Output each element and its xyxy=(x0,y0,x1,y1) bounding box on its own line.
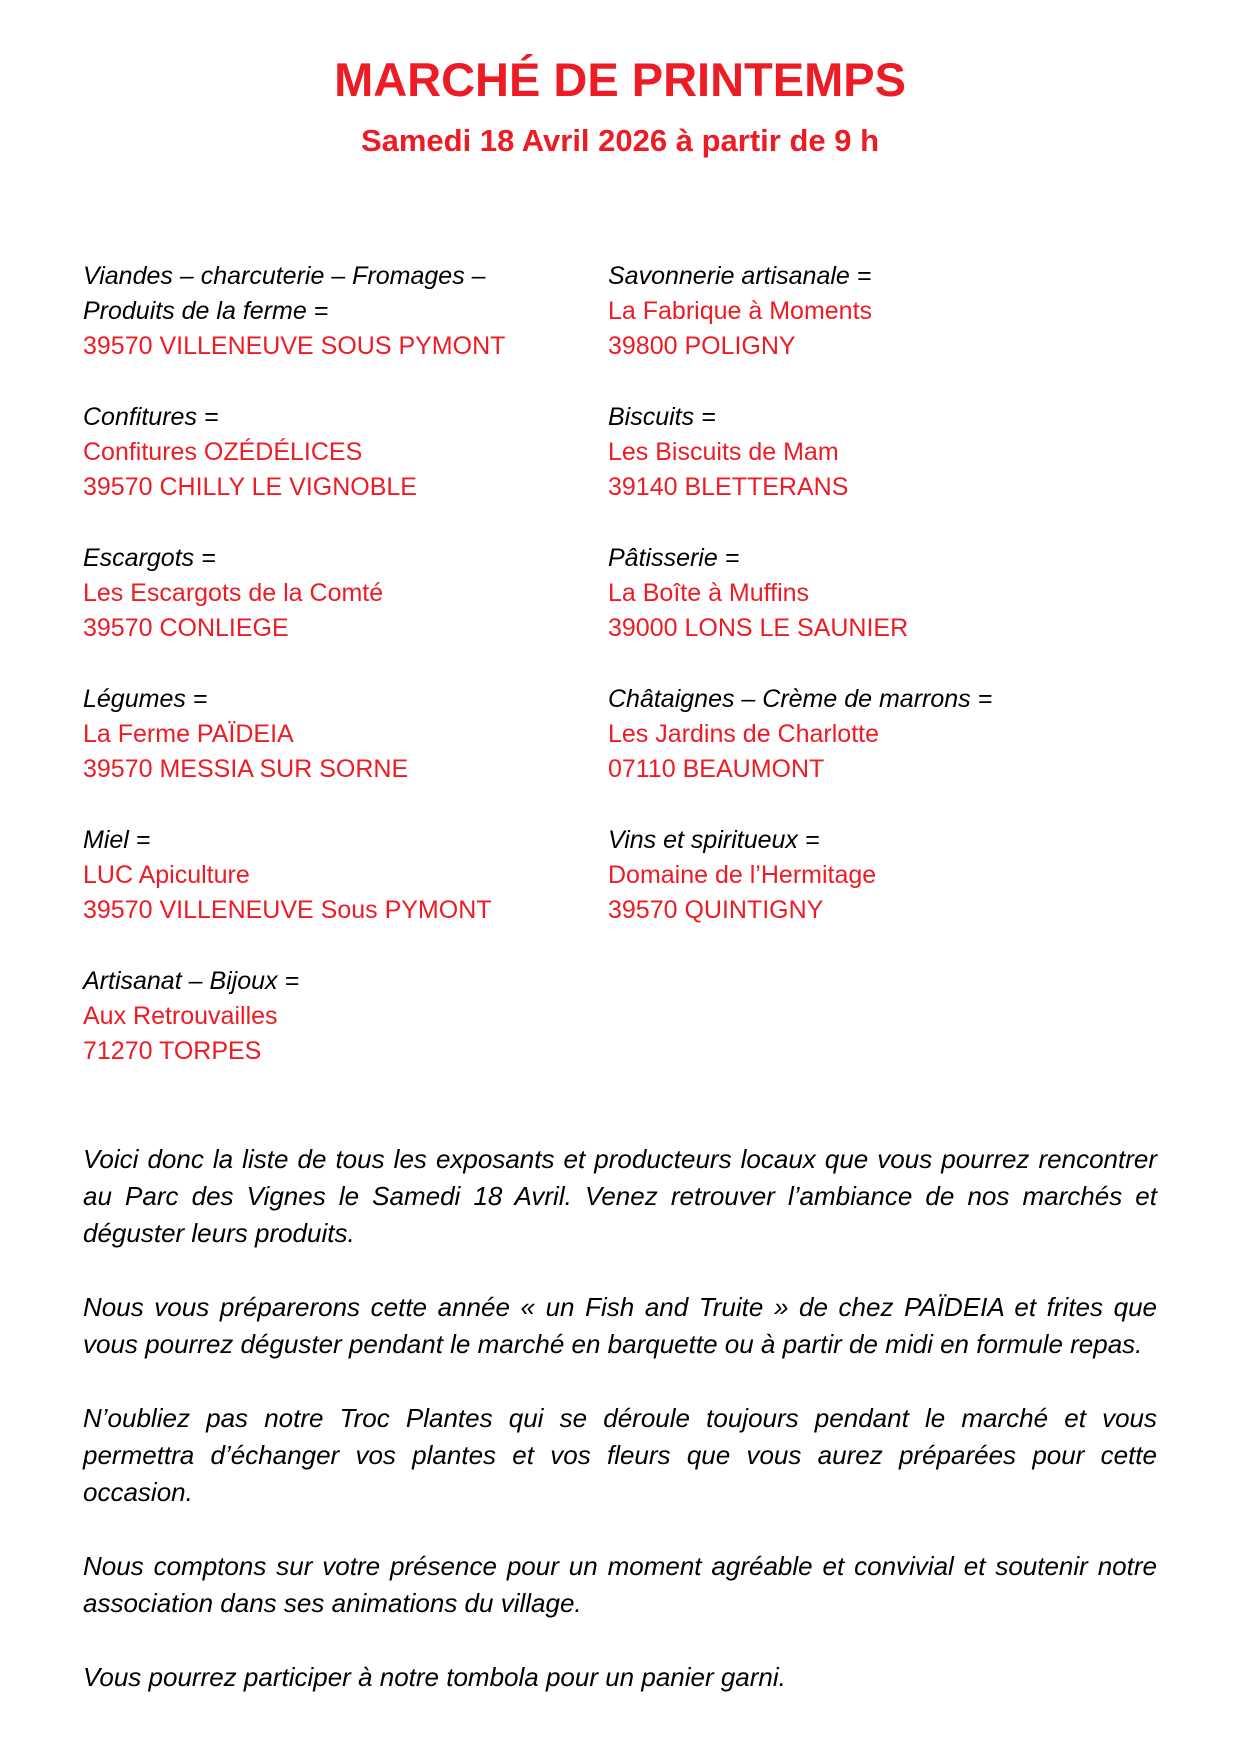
vendor-name: Confitures OZÉDÉLICES xyxy=(83,438,363,466)
vendor-category: Pâtisserie = xyxy=(608,544,740,572)
vendor-block-chataignes xyxy=(608,682,1157,787)
vendor-block-legumes xyxy=(83,682,608,787)
vendor-category: Vins et spiritueux = xyxy=(608,826,820,854)
vendor-category: Artisanat – Bijoux = xyxy=(83,967,300,995)
vendor-category: Confitures = xyxy=(83,403,219,431)
vendor-name: La Ferme PAÏDEIA xyxy=(83,720,294,748)
paragraph-tombola: Vous pourrez participer à notre tombola pour un panier garni. xyxy=(83,1662,786,1692)
header xyxy=(83,52,1157,159)
vendor-address: 39570 VILLENEUVE SOUS PYMONT xyxy=(83,332,506,360)
vendor-block-artisanat xyxy=(83,964,608,1069)
vendor-name: Les Biscuits de Mam xyxy=(608,438,839,466)
vendor-address: 39570 CHILLY LE VIGNOBLE xyxy=(83,473,417,501)
vendor-block-vins xyxy=(608,823,1157,928)
paragraph-intro-list: Voici donc la liste de tous les exposants et producteurs locaux que vous pourrez rencontrer au Parc des Vignes le Samedi 18 Avril. Venez retrouver l’ambiance de nos marchés et déguster leurs produits. xyxy=(83,1144,1157,1248)
vendor-address: 39570 QUINTIGNY xyxy=(608,896,824,924)
vendor-category: Châtaignes – Crème de marrons = xyxy=(608,685,993,713)
vendor-address: 39000 LONS LE SAUNIER xyxy=(608,614,909,642)
paragraph-presence: Nous comptons sur votre présence pour un moment agréable et convivial et soutenir notre association dans ses animations du village. xyxy=(83,1551,1157,1618)
body-paragraphs xyxy=(83,1141,1157,1696)
vendor-address: 39570 MESSIA SUR SORNE xyxy=(83,755,409,783)
vendor-category: Biscuits = xyxy=(608,403,716,431)
vendor-category: Viandes – charcuterie – Fromages – Produits de la ferme = xyxy=(83,262,486,325)
vendor-name: Les Escargots de la Comté xyxy=(83,579,384,607)
vendor-name: Aux Retrouvailles xyxy=(83,1002,278,1030)
vendor-name: La Boîte à Muffins xyxy=(608,579,810,607)
vendor-category: Légumes = xyxy=(83,685,208,713)
vendor-list xyxy=(83,259,1157,1105)
paragraph-fish-and-truite: Nous vous préparerons cette année « un Fish and Truite » de chez PAÏDEIA et frites que vous pourrez déguster pendant le marché en barquette ou à partir de midi en formule repas. xyxy=(83,1292,1157,1359)
vendor-address: 07110 BEAUMONT xyxy=(608,755,825,783)
vendor-block-biscuits xyxy=(608,400,1157,505)
vendor-address: 39140 BLETTERANS xyxy=(608,473,849,501)
vendor-name: Les Jardins de Charlotte xyxy=(608,720,879,748)
vendor-block-patisserie xyxy=(608,541,1157,646)
vendor-category: Savonnerie artisanale = xyxy=(608,262,872,290)
vendor-block-escargots xyxy=(83,541,608,646)
vendor-category: Miel = xyxy=(83,826,151,854)
vendor-address: 39800 POLIGNY xyxy=(608,332,796,360)
vendor-block-confitures xyxy=(83,400,608,505)
vendor-block-savonnerie xyxy=(608,259,1157,364)
vendor-name: Domaine de l’Hermitage xyxy=(608,861,877,889)
vendor-name: La Fabrique à Moments xyxy=(608,297,873,325)
page-subtitle: Samedi 18 Avril 2026 à partir de 9 h xyxy=(360,123,880,158)
vendor-name: LUC Apiculture xyxy=(83,861,250,889)
paragraph-troc-plantes: N’oubliez pas notre Troc Plantes qui se déroule toujours pendant le marché et vous permettra d’échanger vos plantes et vos fleurs que vous aurez préparées pour cette occasion. xyxy=(83,1403,1157,1507)
vendor-block-miel xyxy=(83,823,608,928)
vendor-column-left xyxy=(83,259,608,1105)
vendor-column-right xyxy=(608,259,1157,1105)
vendor-address: 39570 CONLIEGE xyxy=(83,614,289,642)
vendor-block-viandes xyxy=(83,259,608,364)
vendor-address: 71270 TORPES xyxy=(83,1037,262,1065)
vendor-address: 39570 VILLENEUVE Sous PYMONT xyxy=(83,896,492,924)
page-title: MARCHÉ DE PRINTEMPS xyxy=(334,53,906,106)
vendor-category: Escargots = xyxy=(83,544,216,572)
